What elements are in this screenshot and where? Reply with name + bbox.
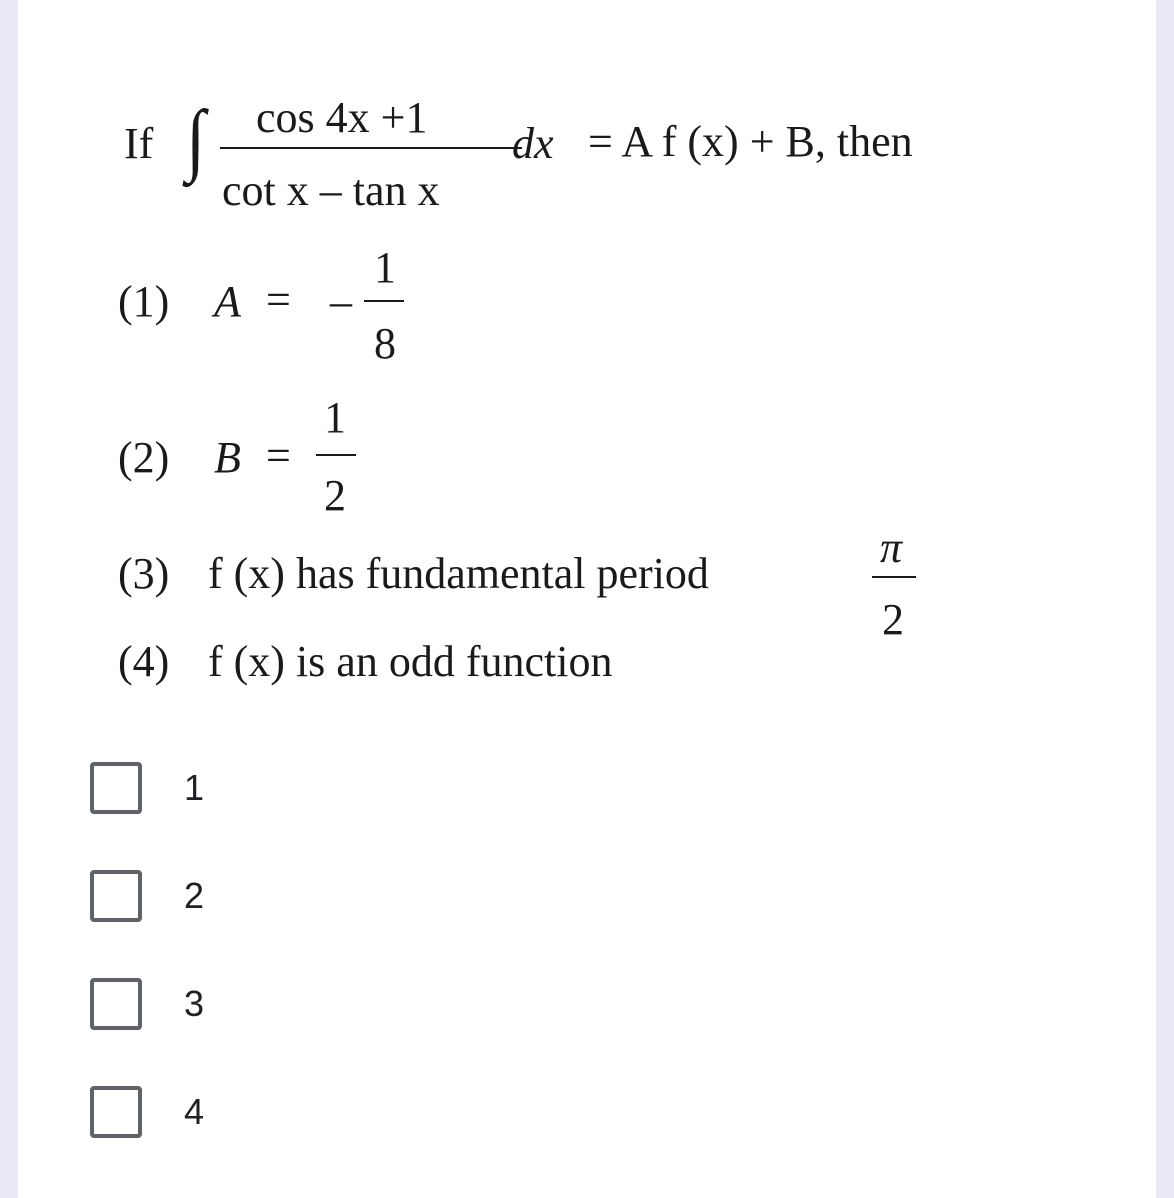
dx-term: dx bbox=[512, 119, 554, 168]
statement-1-variable: A bbox=[214, 277, 241, 326]
statement-3-text: f (x) has fundamental period bbox=[208, 549, 709, 598]
option-1[interactable] bbox=[90, 758, 204, 818]
integrand-numerator: cos 4x +1 bbox=[256, 93, 428, 142]
statement-3-frac-bar bbox=[872, 576, 916, 578]
statement-2-frac-numerator: 1 bbox=[324, 393, 346, 442]
option-4-checkbox[interactable] bbox=[90, 1086, 142, 1138]
statement-2-frac-denominator: 2 bbox=[324, 471, 346, 520]
statement-1-frac-denominator: 8 bbox=[374, 319, 396, 368]
integrand-denominator: cot x – tan x bbox=[222, 166, 440, 215]
statement-1-frac-numerator: 1 bbox=[374, 243, 396, 292]
option-4[interactable] bbox=[90, 1082, 204, 1142]
option-1-checkbox[interactable] bbox=[90, 762, 142, 814]
statement-2-frac-bar bbox=[316, 454, 356, 456]
statement-3-frac-numerator: π bbox=[880, 523, 903, 572]
question-image bbox=[18, 0, 1156, 720]
statement-2-number: (2) bbox=[118, 433, 170, 482]
statement-4-number: (4) bbox=[118, 637, 170, 686]
statement-1-minus: – bbox=[330, 277, 352, 326]
option-4-label[interactable]: 4 bbox=[184, 1091, 205, 1132]
statement-3-number: (3) bbox=[118, 549, 170, 598]
option-2-label[interactable]: 2 bbox=[184, 875, 205, 916]
statement-1-equals: = bbox=[266, 275, 291, 324]
statement-2-variable: B bbox=[214, 433, 241, 482]
option-2[interactable] bbox=[90, 866, 204, 926]
question-card bbox=[18, 0, 1156, 1198]
statement-4-text: f (x) is an odd function bbox=[208, 637, 613, 686]
integrand-fraction-bar bbox=[220, 147, 522, 149]
if-word: If bbox=[124, 119, 154, 168]
option-3[interactable] bbox=[90, 974, 204, 1034]
option-1-label[interactable]: 1 bbox=[184, 767, 205, 808]
option-3-label[interactable]: 3 bbox=[184, 983, 205, 1024]
stem-rhs: = A f (x) + B, then bbox=[588, 117, 913, 166]
statement-3-frac-denominator: 2 bbox=[882, 595, 904, 644]
statement-1-frac-bar bbox=[364, 300, 404, 302]
option-3-checkbox[interactable] bbox=[90, 978, 142, 1030]
statement-2-equals: = bbox=[266, 431, 291, 480]
option-2-checkbox[interactable] bbox=[90, 870, 142, 922]
integral-sign: ∫ bbox=[186, 95, 206, 184]
statement-1-number: (1) bbox=[118, 277, 170, 326]
